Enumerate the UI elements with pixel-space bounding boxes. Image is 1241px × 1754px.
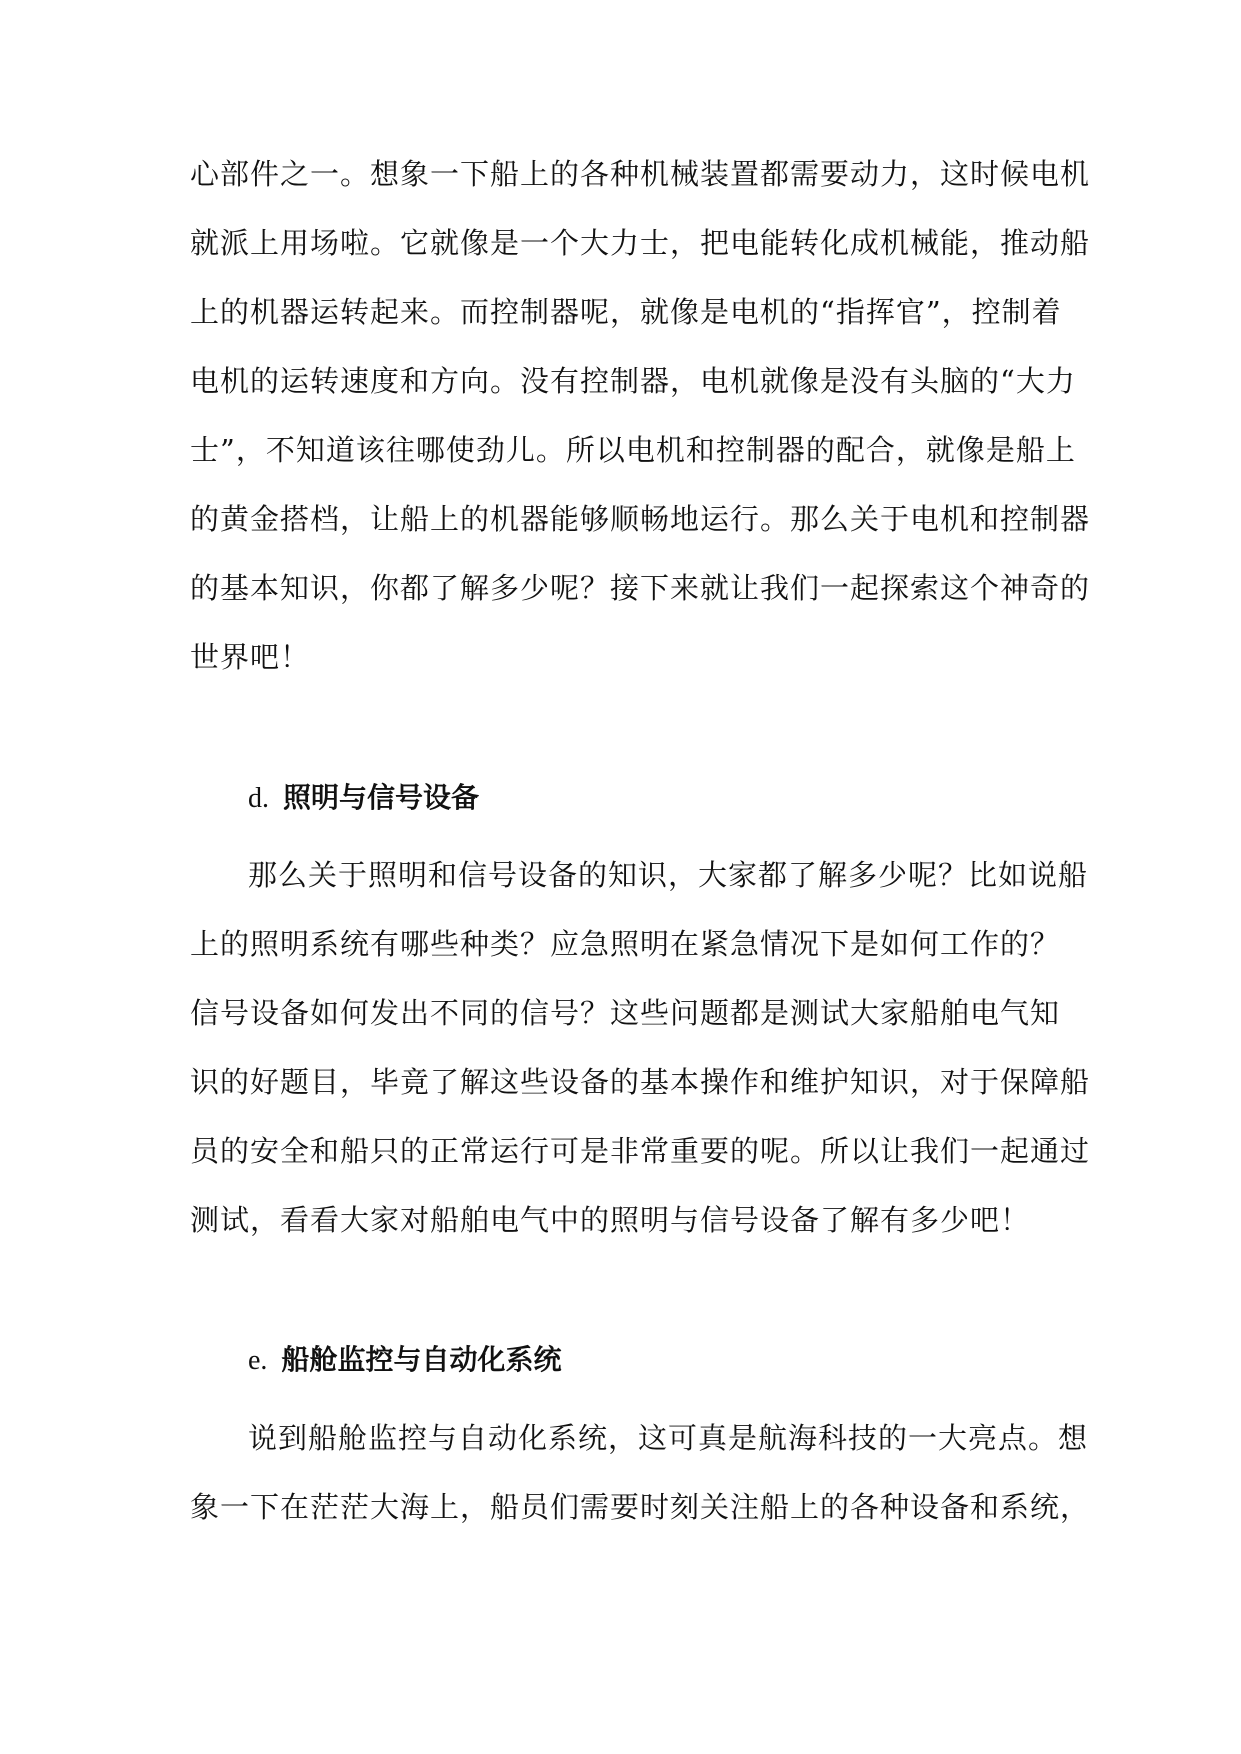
text-line: 的基本知识，你都了解多少呢？接下来就让我们一起探索这个神奇的 <box>190 571 1091 605</box>
section-marker: e. <box>248 1345 268 1376</box>
text-line: 士”，不知道该往哪使劲儿。所以电机和控制器的配合，就像是船上 <box>190 433 1076 467</box>
text-line: 员的安全和船只的正常运行可是非常重要的呢。所以让我们一起通过 <box>190 1134 1091 1168</box>
text-line: 那么关于照明和信号设备的知识，大家都了解多少呢？比如说船 <box>248 858 1089 892</box>
section-title: 照明与信号设备 <box>283 781 480 814</box>
section-marker: d. <box>248 783 269 814</box>
text-line: 信号设备如何发出不同的信号？这些问题都是测试大家船舶电气知 <box>190 996 1061 1030</box>
text-line: 象一下在茫茫大海上，船员们需要时刻关注船上的各种设备和系统， <box>190 1490 1091 1524</box>
text-line: 心部件之一。想象一下船上的各种机械装置都需要动力，这时候电机 <box>190 157 1091 191</box>
text-line: 世界吧！ <box>190 640 311 674</box>
text-line: 识的好题目，毕竟了解这些设备的基本操作和维护知识，对于保障船 <box>190 1065 1091 1099</box>
text-line: 上的照明系统有哪些种类？应急照明在紧急情况下是如何工作的？ <box>190 927 1061 961</box>
text-line: 就派上用场啦。它就像是一个大力士，把电能转化成机械能，推动船 <box>190 226 1091 260</box>
section-heading-e <box>248 1340 561 1381</box>
section-heading-d <box>248 778 479 819</box>
text-line: 电机的运转速度和方向。没有控制器，电机就像是没有头脑的“大力 <box>190 364 1076 398</box>
text-line: 的黄金搭档，让船上的机器能够顺畅地运行。那么关于电机和控制器 <box>190 502 1091 536</box>
text-line: 说到船舱监控与自动化系统，这可真是航海科技的一大亮点。想 <box>248 1421 1089 1455</box>
text-line: 上的机器运转起来。而控制器呢，就像是电机的“指挥官”，控制着 <box>190 295 1062 329</box>
section-title: 船舱监控与自动化系统 <box>281 1343 562 1376</box>
text-line: 测试，看看大家对船舶电气中的照明与信号设备了解有多少吧！ <box>190 1203 1031 1237</box>
